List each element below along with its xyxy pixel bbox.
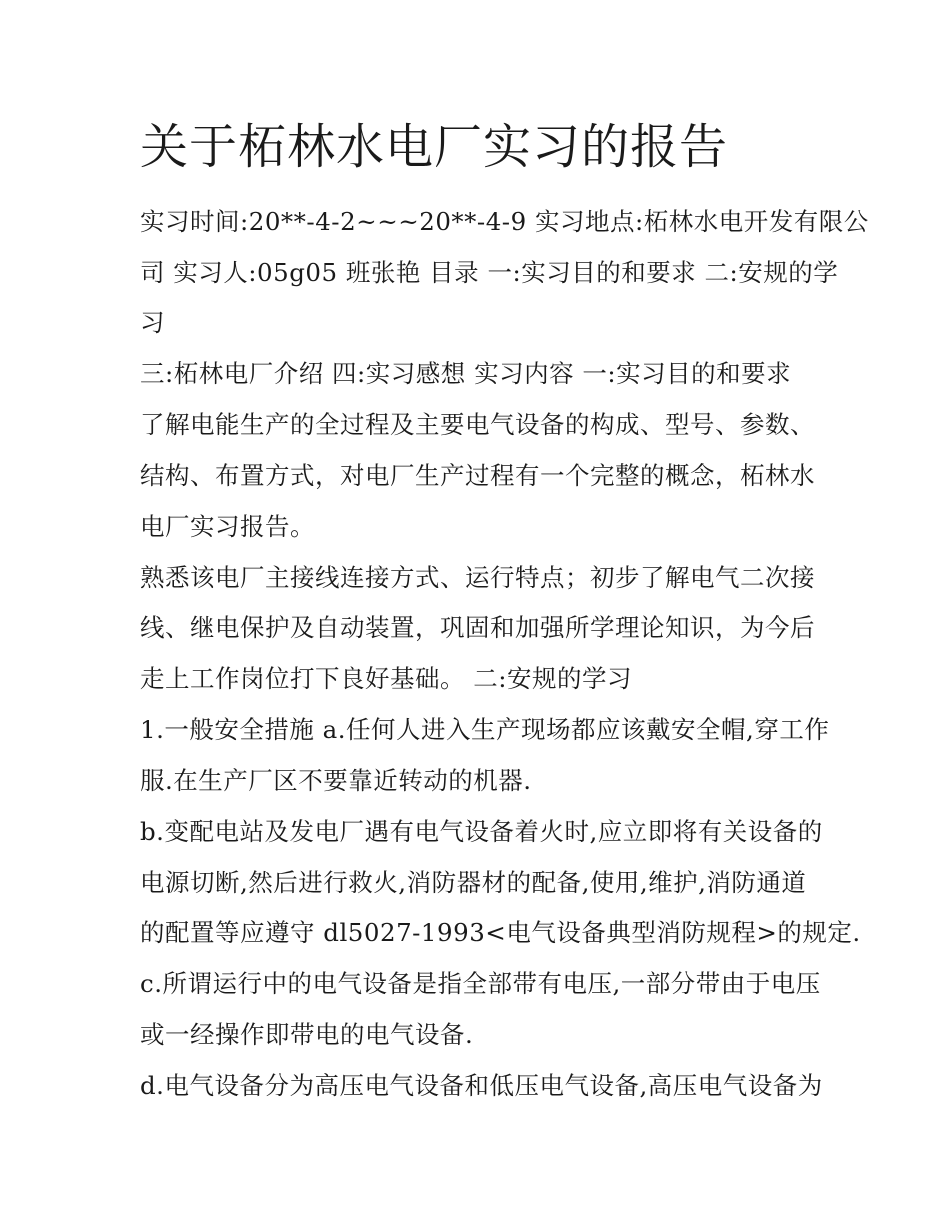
body-line: b.变配电站及发电厂遇有电气设备着火时,应立即将有关设备的 xyxy=(140,817,823,846)
body-line: 线、继电保护及自动装置，巩固和加强所学理论知识，为今后 xyxy=(140,613,815,642)
document-title: 关于柘林水电厂实习的报告 xyxy=(140,119,729,175)
body-line: 结构、布置方式，对电厂生产过程有一个完整的概念，柘林水 xyxy=(140,461,815,490)
body-line: 走上工作岗位打下良好基础。 二:安规的学习 xyxy=(140,664,633,693)
body-line: d.电气设备分为高压电气设备和低压电气设备,高压电气设备为 xyxy=(140,1071,823,1100)
body-line: 的配置等应遵守 dl5027-1993<电气设备典型消防规程>的规定. xyxy=(140,918,861,947)
body-line: 服.在生产厂区不要靠近转动的机器. xyxy=(140,766,532,795)
body-line: 电厂实习报告。 xyxy=(140,512,315,541)
body-line: 熟悉该电厂主接线连接方式、运行特点；初步了解电气二次接 xyxy=(140,563,815,592)
body-line: 司 实习人:05g05 班张艳 目录 一:实习目的和要求 二:安规的学 xyxy=(140,258,839,287)
body-line: c.所谓运行中的电气设备是指全部带有电压,一部分带由于电压 xyxy=(140,969,821,998)
body-line: 实习时间:20**-4-2~~~20**-4-9 实习地点:柘林水电开发有限公 xyxy=(140,207,869,236)
body-line: 习 xyxy=(140,308,165,337)
body-line: 三:柘林电厂介绍 四:实习感想 实习内容 一:实习目的和要求 xyxy=(140,359,792,388)
body-line: 或一经操作即带电的电气设备. xyxy=(140,1020,474,1049)
body-line: 1.一般安全措施 a.任何人进入生产现场都应该戴安全帽,穿工作 xyxy=(140,715,830,744)
body-line: 了解电能生产的全过程及主要电气设备的构成、型号、参数、 xyxy=(140,410,815,439)
body-line: 电源切断,然后进行救火,消防器材的配备,使用,维护,消防通道 xyxy=(140,868,807,897)
